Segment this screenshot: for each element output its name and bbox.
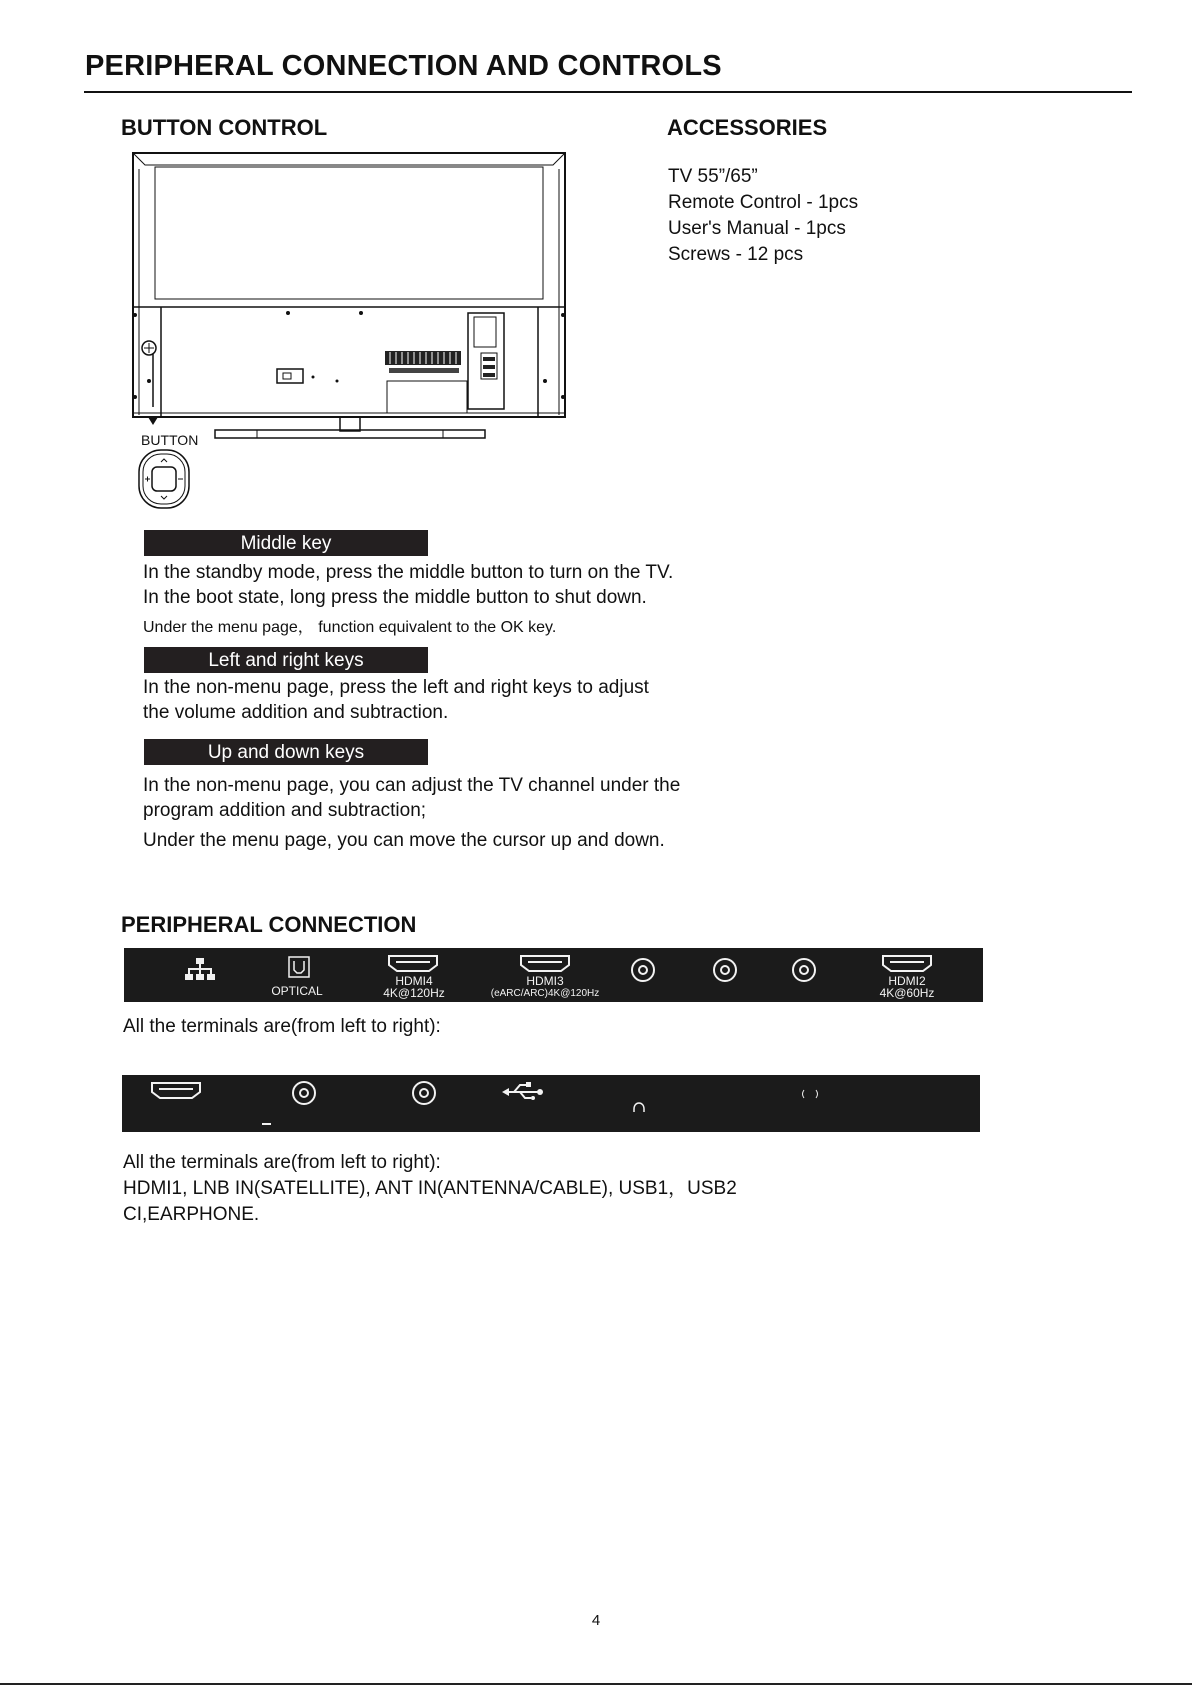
lnb-in-icon xyxy=(293,1082,315,1104)
accessory-item: User's Manual - 1pcs xyxy=(668,218,846,239)
hdmi4-label: HDMI4 xyxy=(395,974,433,988)
accessory-item: TV 55”/65” xyxy=(668,166,758,187)
button-label: BUTTON xyxy=(141,432,199,448)
accessories-list xyxy=(668,164,858,268)
middle-key-line: Under the menu page， function equivalent to the OK key. xyxy=(143,619,557,636)
panel2-caption: All the terminals are(from left to right): xyxy=(123,1152,441,1173)
title-rule xyxy=(84,91,1132,93)
hdmi3-icon xyxy=(521,956,569,971)
middle-key-line: In the standby mode, press the middle button to turn on the TV. xyxy=(143,562,674,583)
left-right-keys-line: the volume addition and subtraction. xyxy=(143,702,449,723)
hdmi2-icon xyxy=(883,956,931,971)
panel2-terminal-list: CI,EARPHONE. xyxy=(123,1204,260,1225)
hdmi4-icon xyxy=(389,956,437,971)
panel1-caption: All the terminals are(from left to right): xyxy=(123,1016,441,1037)
coaxial-jack-icon xyxy=(714,959,736,981)
hdmi3-spec: (eARC/ARC)4K@120Hz xyxy=(490,988,600,999)
accessory-item: Screws - 12 pcs xyxy=(668,244,804,265)
up-down-keys-line: Under the menu page, you can move the cursor up and down. xyxy=(143,830,665,851)
lan-icon xyxy=(185,958,215,980)
ci-slot-icon xyxy=(803,1090,818,1098)
optical-icon xyxy=(289,957,309,977)
left-right-keys-label: Left and right keys xyxy=(144,647,428,673)
peripheral-connection-heading: PERIPHERAL CONNECTION xyxy=(121,912,417,937)
panel2-terminal-list: HDMI1, LNB IN(SATELLITE), ANT IN(ANTENNA/CABLE), USB1，USB2 xyxy=(123,1178,737,1199)
coaxial-jack-icon xyxy=(632,959,654,981)
earphone-icon xyxy=(634,1103,644,1112)
up-down-keys-line: In the non-menu page, you can adjust the TV channel under the xyxy=(143,775,681,796)
left-right-keys-line: In the non-menu page, press the left and right keys to adjust xyxy=(143,677,649,698)
usb-icon xyxy=(502,1082,543,1100)
accessories-heading: ACCESSORIES xyxy=(667,115,828,140)
page-title: PERIPHERAL CONNECTION AND CONTROLS xyxy=(85,50,722,82)
coaxial-jack-icon xyxy=(793,959,815,981)
hdmi2-label: HDMI2 xyxy=(888,974,926,988)
tv-back-diagram xyxy=(125,145,575,520)
accessory-item: Remote Control - 1pcs xyxy=(668,192,859,213)
up-down-keys-label: Up and down keys xyxy=(144,739,428,765)
middle-key-label: Middle key xyxy=(144,530,428,556)
ant-in-icon xyxy=(413,1082,435,1104)
button-control-heading: BUTTON CONTROL xyxy=(121,115,328,140)
page-number: 4 xyxy=(591,1612,601,1629)
hdmi4-spec: 4K@120Hz xyxy=(383,986,445,1000)
middle-key-line: In the boot state, long press the middle button to shut down. xyxy=(143,587,647,608)
hdmi3-label: HDMI3 xyxy=(526,974,564,988)
up-down-keys-line: program addition and subtraction; xyxy=(143,800,427,821)
terminal-panel-bottom xyxy=(122,1075,980,1132)
optical-label: OPTICAL xyxy=(271,984,323,998)
terminal-panel-top xyxy=(124,948,983,1002)
hdmi1-icon xyxy=(152,1083,200,1098)
hdmi2-spec: 4K@60Hz xyxy=(879,986,935,1000)
